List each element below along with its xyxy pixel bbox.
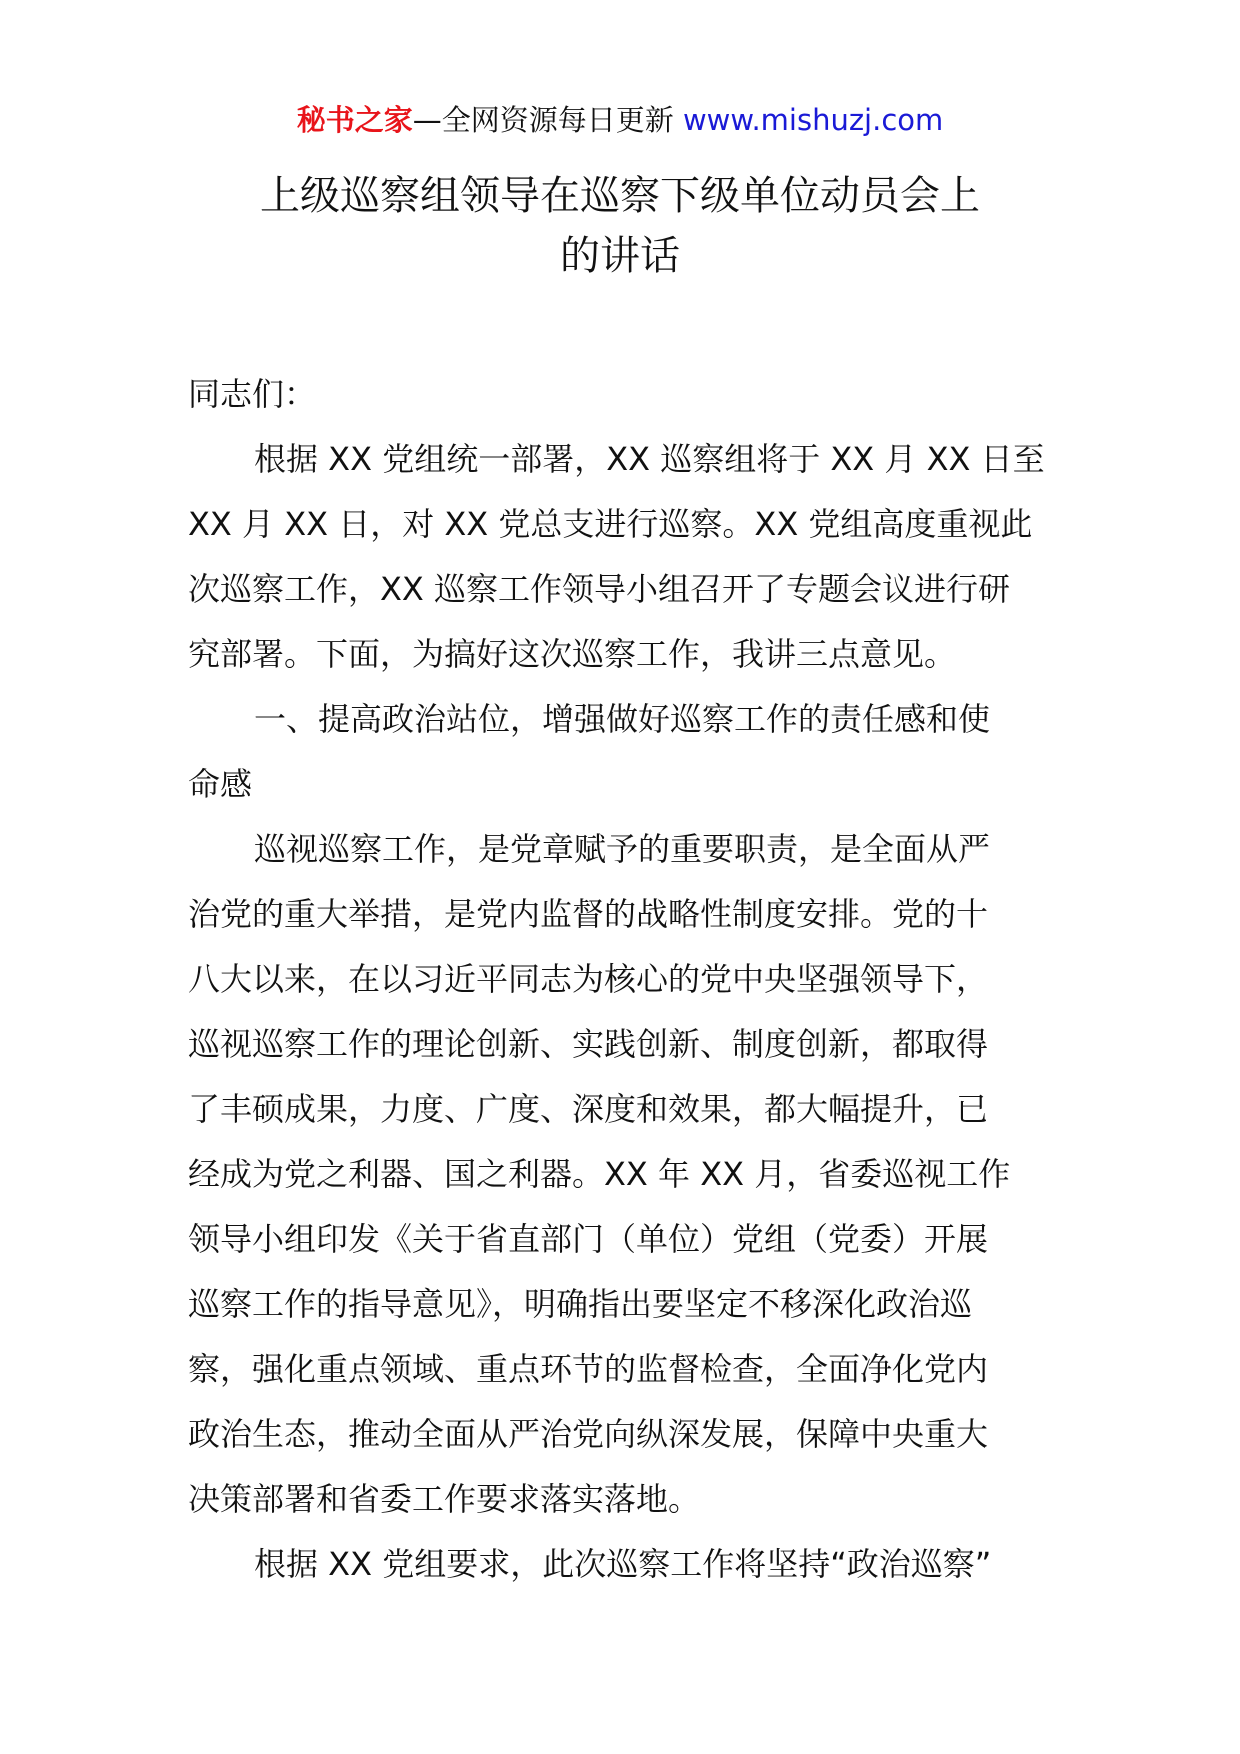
paragraph-line: 根据 XX 党组要求，此次巡察工作将坚持“政治巡察” xyxy=(254,1545,992,1583)
paragraph-line: 经成为党之利器、国之利器。XX 年 XX 月，省委巡视工作 xyxy=(188,1155,1011,1193)
document-title xyxy=(0,166,1240,286)
paragraph-line: 了丰硕成果，力度、广度、深度和效果，都大幅提升，已 xyxy=(188,1090,989,1128)
document-body xyxy=(188,362,1058,1597)
paragraph-line: 察，强化重点领域、重点环节的监督检查，全面净化党内 xyxy=(188,1350,989,1388)
section-heading-line: 命感 xyxy=(188,765,253,803)
paragraph-line: 决策部署和省委工作要求落实落地。 xyxy=(188,1480,701,1518)
paragraph-line: 巡视巡察工作，是党章赋予的重要职责，是全面从严 xyxy=(254,830,991,868)
paragraph-line: 次巡察工作，XX 巡察工作领导小组召开了专题会议进行研 xyxy=(188,570,1011,608)
salutation: 同志们： xyxy=(188,375,317,413)
paragraph-line: 根据 XX 党组统一部署，XX 巡察组将于 XX 月 XX 日至 xyxy=(254,440,1045,478)
site-tagline: —全网资源每日更新 xyxy=(412,103,683,137)
paragraph-line: 政治生态，推动全面从严治党向纵深发展，保障中央重大 xyxy=(188,1415,989,1453)
paragraph-line: 治党的重大举措，是党内监督的战略性制度安排。党的十 xyxy=(188,895,989,933)
title-line-1: 上级巡察组领导在巡察下级单位动员会上 xyxy=(260,173,980,219)
paragraph-line: XX 月 XX 日，对 XX 党总支进行巡察。XX 党组高度重视此 xyxy=(188,505,1033,543)
section-heading-line: 一、提高政治站位，增强做好巡察工作的责任感和使 xyxy=(254,700,991,738)
paragraph-line: 巡察工作的指导意见》，明确指出要坚定不移深化政治巡 xyxy=(188,1285,973,1323)
paragraph-line: 领导小组印发《关于省直部门（单位）党组（党委）开展 xyxy=(188,1220,989,1258)
title-line-2: 的讲话 xyxy=(560,233,680,279)
paragraph-line: 究部署。下面，为搞好这次巡察工作，我讲三点意见。 xyxy=(188,635,957,673)
site-brand: 秘书之家 xyxy=(296,103,413,137)
paragraph-line: 八大以来，在以习近平同志为核心的党中央坚强领导下， xyxy=(188,960,989,998)
paragraph-line: 巡视巡察工作的理论创新、实践创新、制度创新，都取得 xyxy=(188,1025,989,1063)
site-header xyxy=(0,100,1240,140)
site-url-link[interactable]: www.mishuzj.com xyxy=(682,103,944,137)
